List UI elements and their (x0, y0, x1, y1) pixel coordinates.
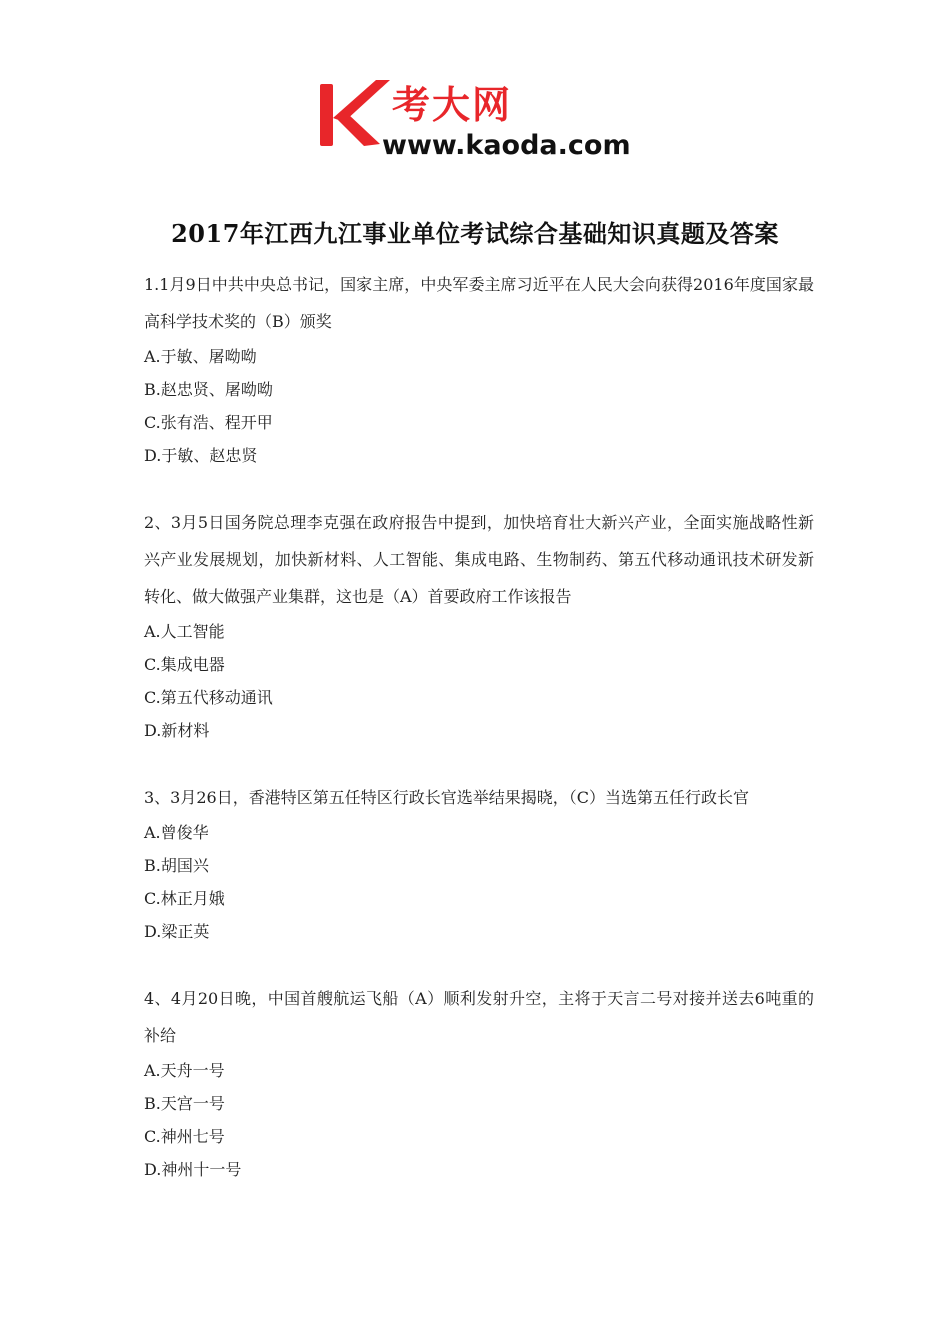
question-3 (144, 779, 814, 948)
question-list (144, 266, 814, 1218)
question-4 (144, 980, 814, 1186)
option-d: D.于敏、赵忠贤 (144, 446, 258, 465)
option-b: C.集成电器 (144, 655, 225, 674)
question-text: 3、3月26日，香港特区第五任特区行政长官选举结果揭晓，（C）当选第五任行政长官 (144, 788, 749, 807)
question-2 (144, 504, 814, 747)
option-a: A.人工智能 (144, 622, 225, 641)
option-d: D.梁正英 (144, 922, 210, 941)
option-d: D.神州十一号 (144, 1160, 242, 1179)
k-mark-icon (320, 80, 390, 146)
logo-brand-url: www.kaoda.com (382, 130, 631, 160)
question-text: 4、4月20日晚，中国首艘航运飞船（A）顺利发射升空，主将于天言二号对接并送去6吨重的补给 (144, 989, 814, 1045)
option-d: D.新材料 (144, 721, 210, 740)
document-title: 2017年江西九江事业单位考试综合基础知识真题及答案 (171, 219, 779, 248)
option-c: C.张有浩、程开甲 (144, 413, 273, 432)
option-a: A.天舟一号 (144, 1061, 225, 1080)
option-a: A.于敏、屠呦呦 (144, 347, 257, 366)
option-b: B.天宫一号 (144, 1094, 225, 1113)
option-c: C.第五代移动通讯 (144, 688, 273, 707)
option-b: B.胡国兴 (144, 856, 209, 875)
option-a: A.曾俊华 (144, 823, 209, 842)
logo-brand-cn: 考大网 (392, 83, 513, 127)
question-1 (144, 266, 814, 472)
kaoda-logo-graphic (318, 78, 640, 160)
question-text: 2、3月5日国务院总理李克强在政府报告中提到，加快培育壮大新兴产业，全面实施战略性新兴产业发展规划，加快新材料、人工智能、集成电路、生物制药、第五代移动通讯技术研发新转化、做大做强产业集群，这也是（A）首要政府工作该报告 (144, 513, 814, 606)
kaoda-logo (318, 78, 640, 160)
option-c: C.神州七号 (144, 1127, 225, 1146)
question-text: 1.1月9日中共中央总书记，国家主席，中央军委主席习近平在人民大会向获得2016年度国家最高科学技术奖的（B）颁奖 (144, 275, 814, 331)
option-c: C.林正月娥 (144, 889, 225, 908)
option-b: B.赵忠贤、屠呦呦 (144, 380, 273, 399)
